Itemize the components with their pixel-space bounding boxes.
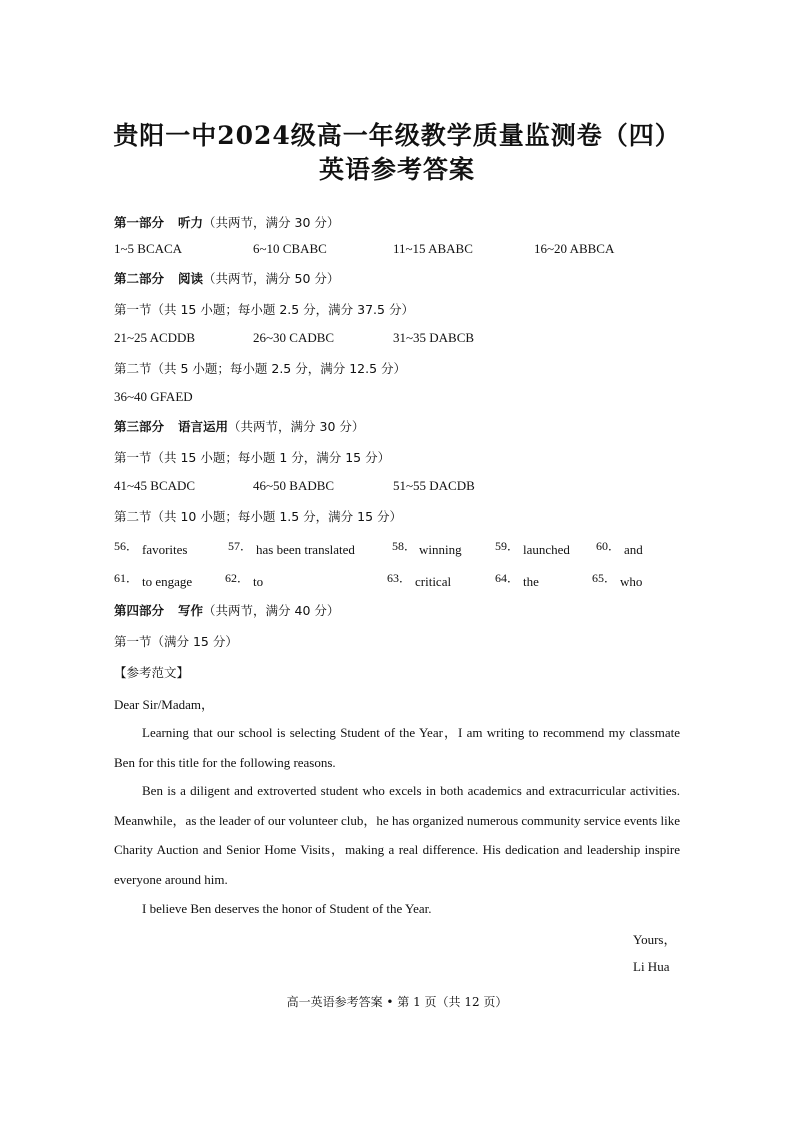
page-footer: 高一英语参考答案 • 第 1 页（共 12 页） [286,995,508,1009]
part2-heading [114,269,339,287]
document-title: 贵阳一中2024级高一年级教学质量监测卷（四） [113,121,681,150]
answer-group: 46~50 BADBC [253,478,335,493]
item-number: 56． [114,539,139,553]
part2-section1-answers [114,330,684,348]
fill-answer: has been translated [256,542,355,557]
part2-label: 第二部分 [114,271,165,286]
item-number: 65． [592,571,617,585]
answer-group: 11~15 ABABC [393,241,473,256]
essay-paragraph: I believe Ben deserves the honor of Student of the Year. [142,901,432,916]
item-number: 59． [495,539,520,553]
fill-answer: critical [415,574,452,589]
answer-group: 16~20 ABBCA [534,241,615,256]
part2-section2-note: 第二节（共 5 小题；每小题 2.5 分，满分 12.5 分） [114,361,407,376]
answer-group: 26~30 CADBC [253,330,335,345]
sample-essay-label: 【参考范文】 [114,665,190,680]
part3-section1-answers [114,478,684,496]
answer-group: 41~45 BCADC [114,478,196,493]
part3-note: （共两节，满分 30 分） [228,419,365,434]
item-number: 57． [228,539,253,553]
fill-answer: launched [523,542,570,557]
part4-name: 写作 [178,603,204,618]
letter-closing: Yours， [633,932,677,947]
fill-answer: favorites [142,542,188,557]
item-number: 62． [225,571,250,585]
item-number: 64． [495,571,520,585]
fill-answer: winning [419,542,462,557]
document-subtitle: 英语参考答案 [318,155,475,184]
fill-answer: to [253,574,264,589]
part1-heading [114,213,339,231]
part2-note: （共两节，满分 50 分） [203,271,340,286]
item-number: 60． [596,539,621,553]
part1-answers-row [114,241,684,259]
part1-name: 听力 [178,215,204,230]
part3-label: 第三部分 [114,419,165,434]
fill-answer: and [624,542,643,557]
answer-group: 1~5 BCACA [114,241,183,256]
part3-name: 语言运用 [178,419,229,434]
fill-answer: the [523,574,539,589]
fill-answers-row-2 [114,572,684,592]
part4-label: 第四部分 [114,603,165,618]
answer-group: 51~55 DACDB [393,478,475,493]
letter-signature: Li Hua [633,959,670,974]
part4-heading [114,601,339,619]
part1-note: （共两节，满分 30 分） [203,215,340,230]
essay-paragraph: Learning that our school is selecting Student of the Year，I am writing to recommend my classmate Ben for this title for the following reasons. [114,725,680,770]
fill-answers-row-1 [114,540,684,560]
part3-heading [114,417,364,435]
item-number: 58． [392,539,417,553]
part3-section1-note: 第一节（共 15 小题；每小题 1 分，满分 15 分） [114,450,391,465]
fill-answer: who [620,574,643,589]
part2-name: 阅读 [178,271,204,286]
essay-paragraph: Ben is a diligent and extroverted student who excels in both academics and extracurricular activities. Meanwhile，as the leader of our volunteer club，he has organized numerous community service events like Charity Auction and Senior Home Visits，making a real difference. His dedication and leadership inspire everyone around him. [114,783,680,887]
item-number: 61． [114,571,139,585]
answer-group: 36~40 GFAED [114,389,193,404]
part4-note: （共两节，满分 40 分） [203,603,340,618]
answer-group: 6~10 CBABC [253,241,327,256]
part3-section2-note: 第二节（共 10 小题；每小题 1.5 分，满分 15 分） [114,509,403,524]
letter-salutation: Dear Sir/Madam， [114,697,215,712]
item-number: 63． [387,571,412,585]
fill-answer: to engage [142,574,193,589]
answer-group: 31~35 DABCB [393,330,475,345]
part2-section1-note: 第一节（共 15 小题；每小题 2.5 分，满分 37.5 分） [114,302,414,317]
part1-label: 第一部分 [114,215,165,230]
answer-group: 21~25 ACDDB [114,330,196,345]
part4-section1-note: 第一节（满分 15 分） [114,634,238,649]
